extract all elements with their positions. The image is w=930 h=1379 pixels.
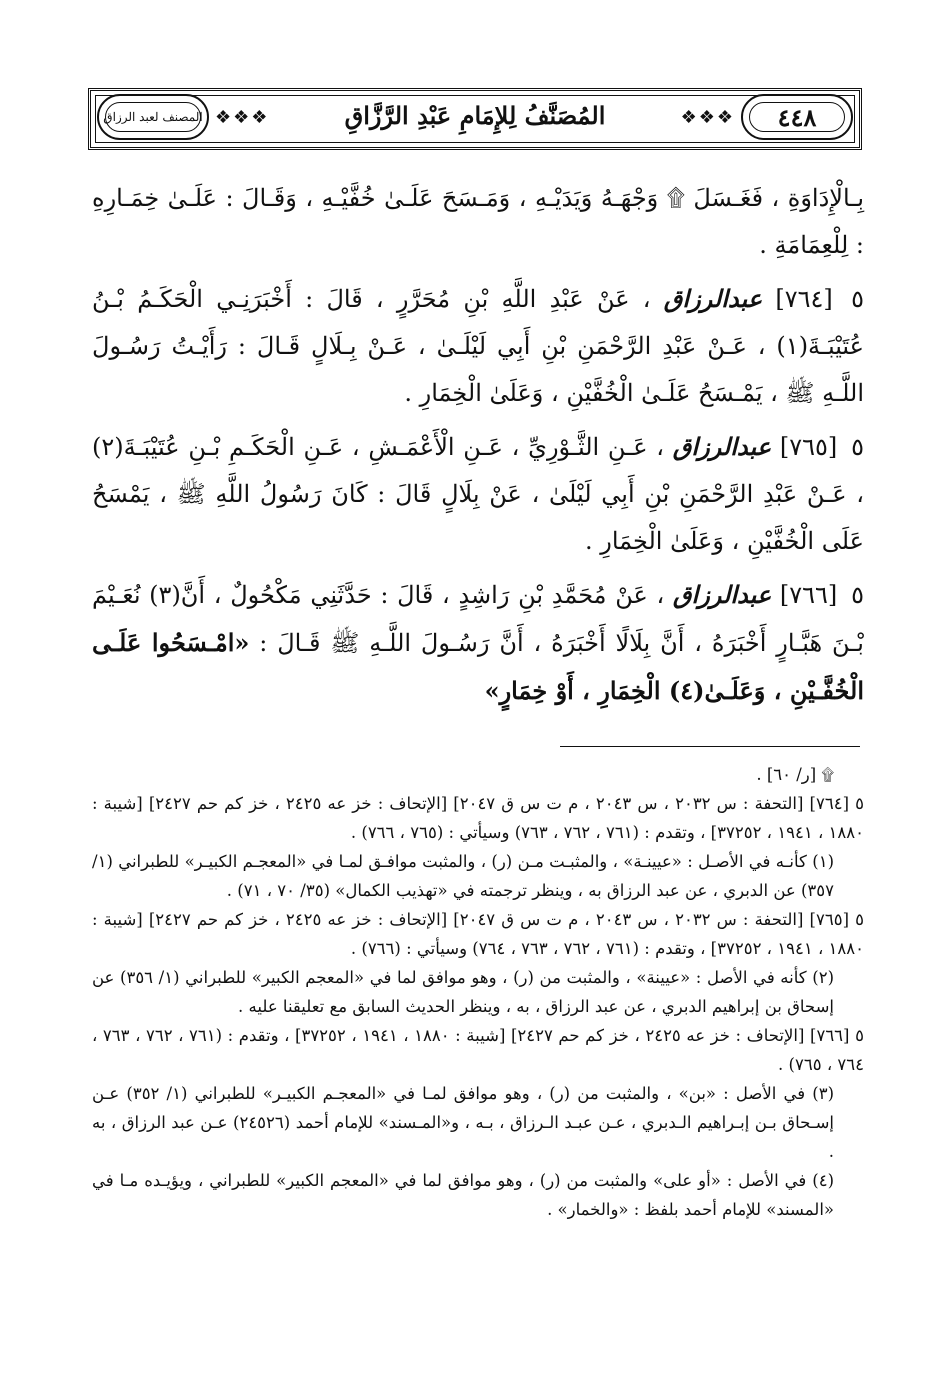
footnote-3: (٣) في الأصل : «بن» ، والمثبت من (ر) ، وهو موافق لمـا في «المعجـم الكبيـر» للطبراني (١/ ٣٥٢) عـن إسـحاق بـن إبـراهيم الـدبري ، عـن عبـد الـرزاق ، بـه ، و«المـسند» للإمام أحمد (٢٤٥٢٦) عـن عبد الرزاق ، به . <box>92 1084 835 1161</box>
takhrij-note-766: ٥ [٧٦٦] [الإتحاف : خز عه ٢٤٢٥ ، خز كم حم ٢٤٢٧] [شيبة : ١٨٨٠ ، ١٩٤١ ، ٣٧٢٥٢] ، وتقدم : (٧٦١ ، ٧٦٢ ، ٧٦٣ ، ٧٦٤ ، ٧٦٥) . <box>92 1026 864 1074</box>
hadith-text: ، عَنْ عَبْدِ اللَّهِ بْنِ مُحَرَّرٍ ، قَالَ : أَخْبَرَنِـي الْحَكَـمُ بْـنُ عُتَيْبَـةَ(١) ، عَـنْ عَبْدِ الرَّحْمَنِ بْنِ أَبِي لَيْلَـىٰ ، عَـنْ بِـلَالٍ قَـالَ : رَأَيْـتُ رَسُـولَ اللَّـهِ ﷺ ، يَمْـسَحُ عَلَـىٰ الْخُفَّيْنِ ، وَعَلَىٰ الْخِمَارِ . <box>92 285 864 407</box>
footnote-separator <box>560 746 860 747</box>
hadith-764 <box>92 275 864 417</box>
hadith-text: ، عَنْ مُحَمَّدِ بْنِ رَاشِدٍ ، قَالَ : حَدَّثَنِي مَكْحُولٌ ، أَنَّ(٣) نُعَـيْمَ بْـنَ هَبَّـارٍ أَخْبَرَهُ ، أَنَّ بِلَالًا أَخْبَرَهُ ، أَنَّ رَسُـولَ اللَّـهِ ﷺ قَـالَ : <box>92 581 864 657</box>
footnote-2: (٢) كأنه في الأصل : «عيينة» ، والمثبت من (ر) ، وهو موافق لما في «المعجم الكبير» للطبراني (١/ ٣٥٦) عن إسحاق بن إبراهيم الدبري ، عن عبد الرزاق ، به ، وينظر الحديث السابق مع تعليقنا عليه . <box>92 968 834 1016</box>
footnotes <box>92 760 864 1224</box>
hadith-765 <box>92 423 864 565</box>
page-number: ٤٤٨ <box>777 102 817 132</box>
page-reference-note: ۩ [ر/ ٦٠] . <box>756 765 834 784</box>
hadith-marker: ٥ <box>851 581 864 609</box>
hadith-number: [٧٦٥] <box>779 433 838 461</box>
narrator-name: عبدالرزاق <box>672 580 772 609</box>
hadith-marker: ٥ <box>851 433 864 461</box>
footnote-1: (١) كأنـه في الأصـل : «عيينـة» ، والمثبـت مـن (ر) ، والمثبت موافـق لمـا في «المعجـم الكبيـر» للطبراني (١/ ٣٥٧) عن الدبري ، عن عبد الرزاق به ، وينظر ترجمته في «تهذيب الكمال» (٣٥/ ٧٠ ، ٧١) . <box>92 852 834 900</box>
book-logo-badge <box>97 94 209 140</box>
page-header <box>88 88 862 150</box>
book-title: المُصَنَّفُ لِلإِمَامِ عَبْدِ الرَّزَّاقِ <box>344 101 606 130</box>
main-text <box>92 175 864 721</box>
hadith-marker: ٥ <box>851 285 864 313</box>
hadith-number: [٧٦٤] <box>775 285 833 313</box>
book-logo-text: المصنف لعبد الرزاق <box>103 110 203 124</box>
takhrij-note-765: ٥ [٧٦٥] [التحفة : س ٢٠٣٢ ، س ٢٠٤٣ ، م ت س ق ٢٠٤٧] [الإتحاف : خز عه ٢٤٢٥ ، خز كم حم ٢٤٢٧] [شيبة : ١٨٨٠ ، ١٩٤١ ، ٣٧٢٥٢] ، وتقدم : (٧٦١ ، ٧٦٢ ، ٧٦٣ ، ٧٦٤) وسيأتي : (٧٦٦) . <box>92 910 864 958</box>
narrator-name: عبدالرزاق <box>672 432 772 461</box>
header-ornament-left: ❖❖❖ <box>215 107 270 128</box>
narrator-name: عبدالرزاق <box>663 284 763 313</box>
hadith-text: ، عَـنِ الثَّـوْرِيِّ ، عَـنِ الْأَعْمَـشِ ، عَـنِ الْحَكَـمِ بْـنِ عُتَيْبَـةَ(٢) ، عَـنْ عَبْدِ الرَّحْمَنِ بْنِ أَبِي لَيْلَىٰ ، عَنْ بِلَالٍ قَالَ : كَانَ رَسُولُ اللَّهِ ﷺ ، يَمْسَحُ عَلَى الْخُفَّيْنِ ، وَعَلَىٰ الْخِمَارِ . <box>92 433 864 555</box>
hadith-number: [٧٦٦] <box>779 581 838 609</box>
continuation-paragraph: بِـالْإِدَاوَةِ ، فَغَـسَلَ ۩ وَجْهَـهُ وَيَدَيْـهِ ، وَمَـسَحَ عَلَـىٰ خُفَّيْـهِ ، وَقَـالَ : عَلَـىٰ خِمَـارِهِ : لِلْعِمَامَةِ . <box>92 184 864 259</box>
header-ornament-right: ❖❖❖ <box>680 107 735 128</box>
page-number-badge <box>741 94 853 140</box>
footnote-4: (٤) في الأصل : «أو على» والمثبت من (ر) ، وهو موافق لما في «المعجم الكبير» للطبراني ، ويؤيـده مـا في «المسند» للإمام أحمد بلفظ : «والخمار» . <box>92 1171 834 1219</box>
hadith-766 <box>92 571 864 715</box>
prophetic-quote: «امْـسَحُوا عَلَـى الْخُفَّـيْنِ ، وَعَلَـىٰ(٤) الْخِمَارِ ، أَوْ خِمَارٍ» <box>92 628 864 705</box>
takhrij-note-764: ٥ [٧٦٤] [التحفة : س ٢٠٣٢ ، س ٢٠٤٣ ، م ت س ق ٢٠٤٧] [الإتحاف : خز عه ٢٤٢٥ ، خز كم حم ٢٤٢٧] [شيبة : ١٨٨٠ ، ١٩٤١ ، ٣٧٢٥٢] ، وتقدم : (٧٦١ ، ٧٦٢ ، ٧٦٣) وسيأتي : (٧٦٥ ، ٧٦٦) . <box>92 794 864 842</box>
